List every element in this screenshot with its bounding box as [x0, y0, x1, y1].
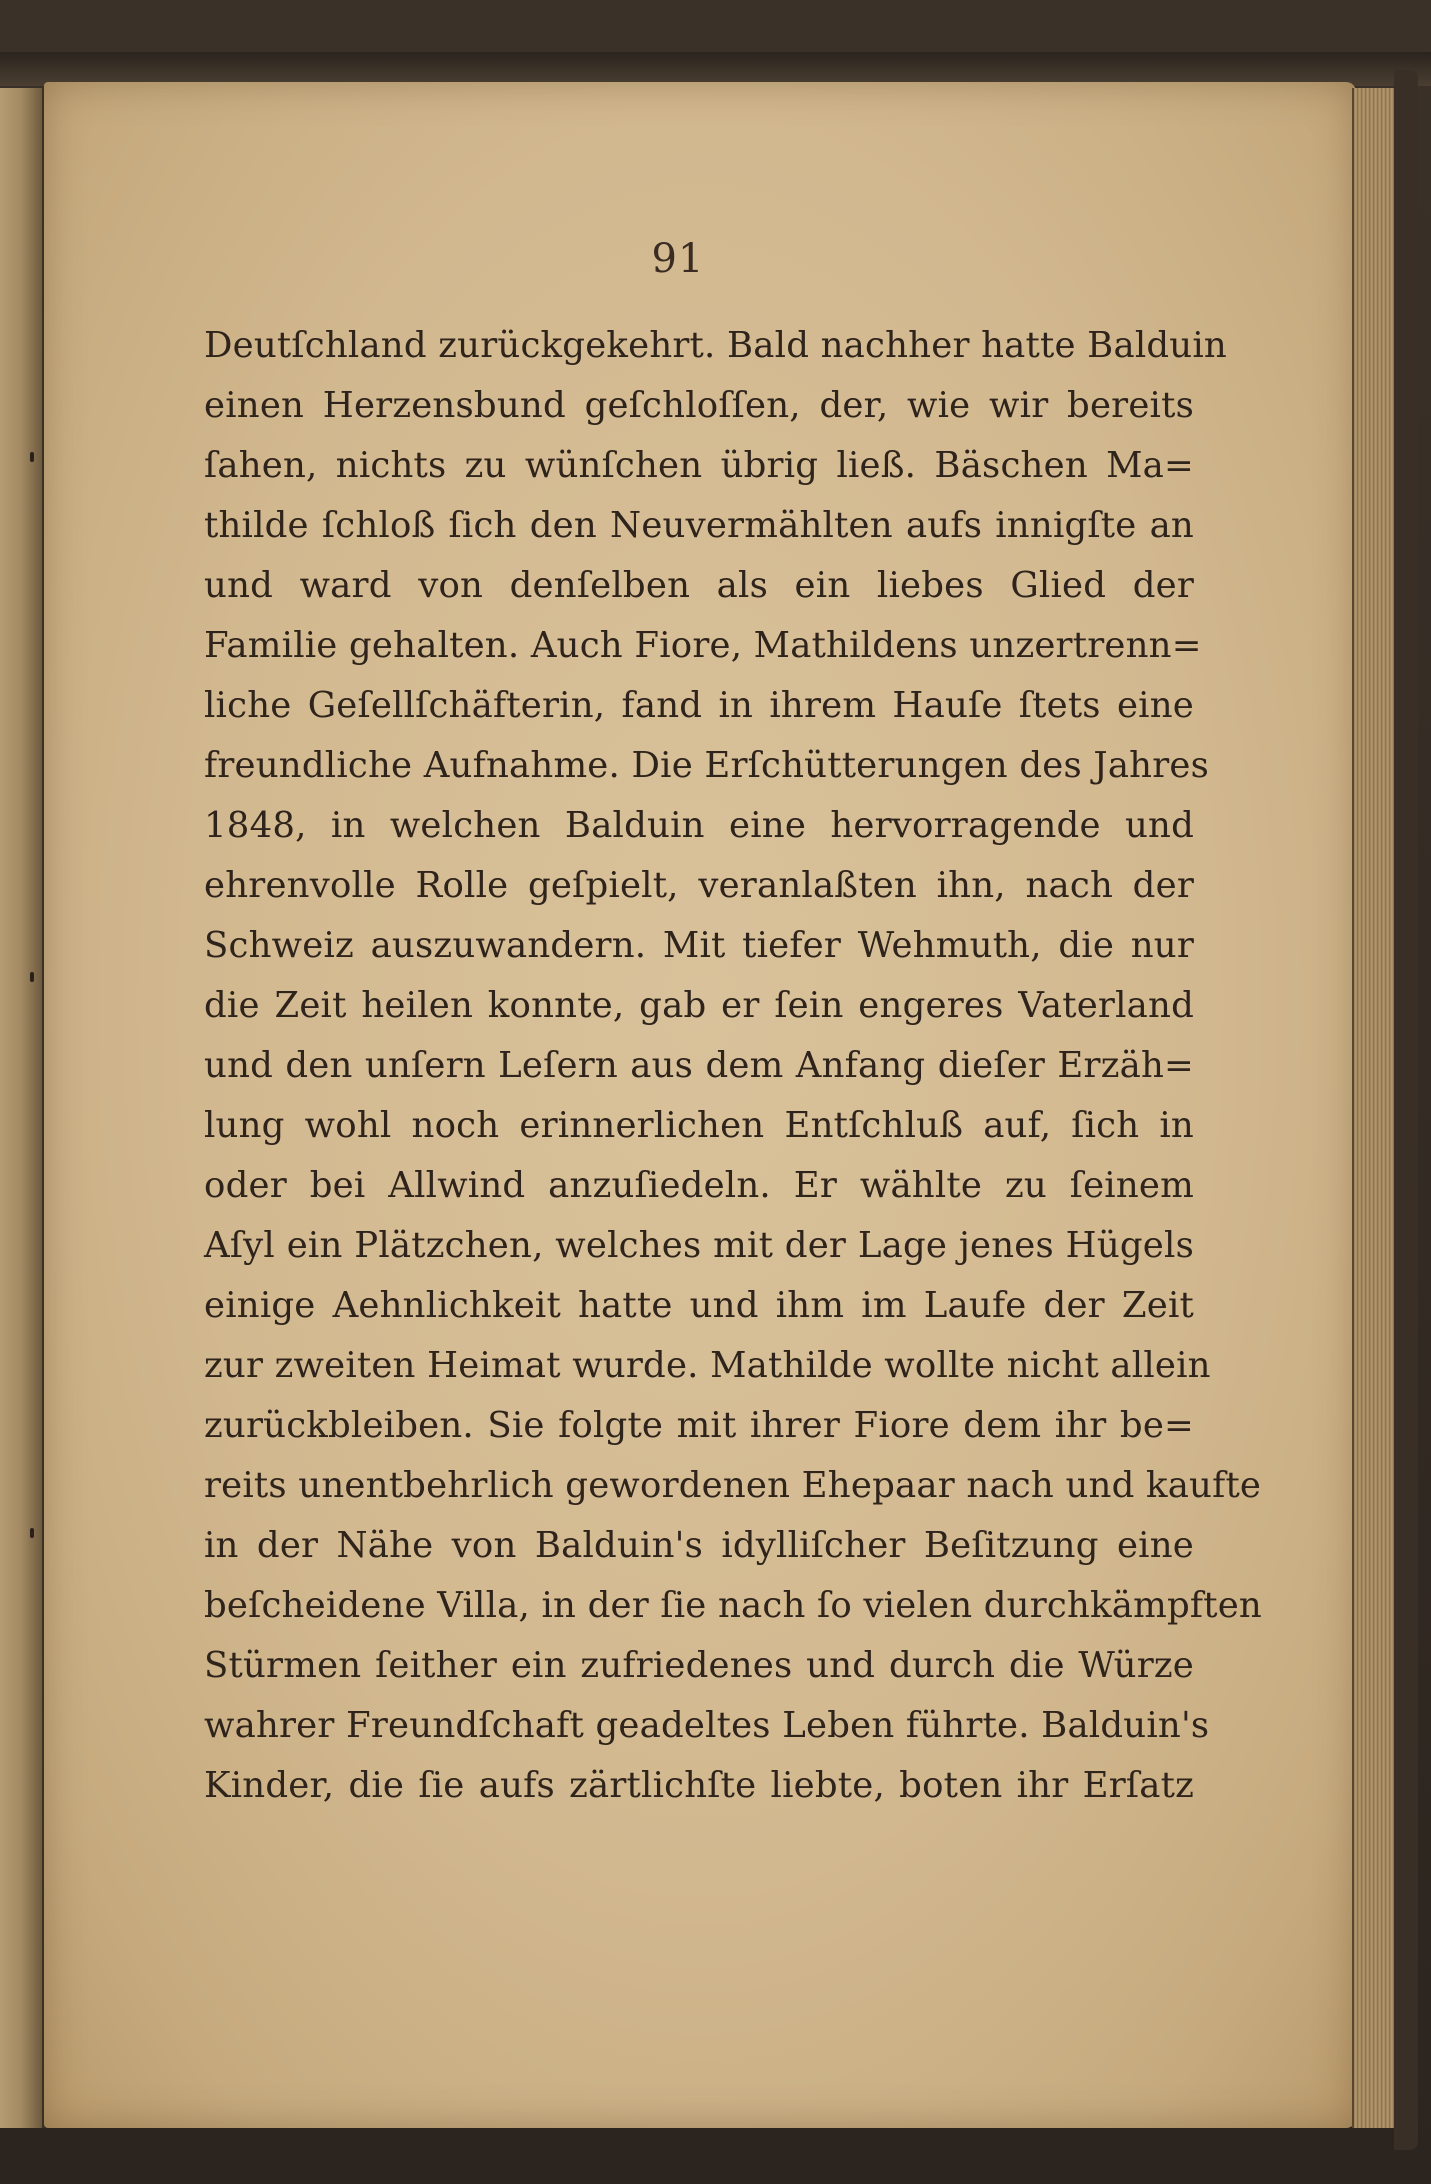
text-line: reits unentbehrlich gewordenen Ehepaar nach und kaufte	[204, 1465, 1262, 1506]
text-line: in der Nähe von Balduin's idylliſcher Beſitzung eine	[204, 1525, 1194, 1566]
body-text	[204, 316, 1262, 1816]
text-line: ehrenvolle Rolle geſpielt, veranlaßten ihn, nach der	[204, 865, 1194, 906]
text-line: zur zweiten Heimat wurde. Mathilde wollte nicht allein	[204, 1345, 1211, 1386]
text-line: zurückbleiben. Sie folgte mit ihrer Fiore dem ihr be=	[204, 1405, 1194, 1446]
page-number: 91	[651, 236, 705, 282]
text-line: Deutſchland zurückgekehrt. Bald nachher hatte Balduin	[204, 325, 1227, 366]
text-line: Stürmen ſeither ein zufriedenes und durch die Würze	[204, 1645, 1194, 1686]
book-cover-edge	[1394, 70, 1418, 2150]
text-line: die Zeit heilen konnte, gab er ſein engeres Vaterland	[204, 985, 1194, 1026]
text-line: thilde ſchloß ſich den Neuvermählten aufs innigſte an	[204, 505, 1194, 546]
margin-speck	[30, 972, 34, 982]
text-line: einige Aehnlichkeit hatte und ihm im Laufe der Zeit	[204, 1285, 1194, 1326]
text-line: freundliche Aufnahme. Die Erſchütterungen des Jahres	[204, 745, 1210, 786]
page-block-edge	[1352, 88, 1398, 2128]
text-line: Aſyl ein Plätzchen, welches mit der Lage jenes Hügels	[204, 1225, 1194, 1266]
margin-speck	[30, 1528, 34, 1538]
text-line: und den unſern Leſern aus dem Anfang dieſer Erzäh=	[204, 1045, 1194, 1086]
margin-speck	[30, 452, 34, 462]
text-line: beſcheidene Villa, in der ſie nach ſo vielen durchkämpften	[204, 1585, 1262, 1626]
text-line: liche Geſellſchäfterin, fand in ihrem Hauſe ſtets eine	[204, 685, 1194, 726]
text-line: Familie gehalten. Auch Fiore, Mathildens unzertrenn=	[204, 625, 1202, 666]
book-top-shadow	[0, 52, 1431, 86]
text-line: und ward von denſelben als ein liebes Glied der	[204, 565, 1194, 606]
text-line: einen Herzensbund geſchloſſen, der, wie wir bereits	[204, 385, 1194, 426]
left-page-edge	[0, 88, 45, 2128]
text-line: lung wohl noch erinnerlichen Entſchluß auf, ſich in	[204, 1105, 1194, 1146]
text-line: Kinder, die ſie aufs zärtlichſte liebte, boten ihr Erſatz	[204, 1765, 1194, 1806]
text-line: wahrer Freundſchaft geadeltes Leben führte. Balduin's	[204, 1705, 1210, 1746]
text-line: ſahen, nichts zu wünſchen übrig ließ. Bäschen Ma=	[204, 445, 1194, 486]
text-line: 1848, in welchen Balduin eine hervorragende und	[204, 805, 1194, 846]
text-line: Schweiz auszuwandern. Mit tiefer Wehmuth, die nur	[204, 925, 1194, 966]
text-line: oder bei Allwind anzuſiedeln. Er wählte zu ſeinem	[204, 1165, 1194, 1206]
